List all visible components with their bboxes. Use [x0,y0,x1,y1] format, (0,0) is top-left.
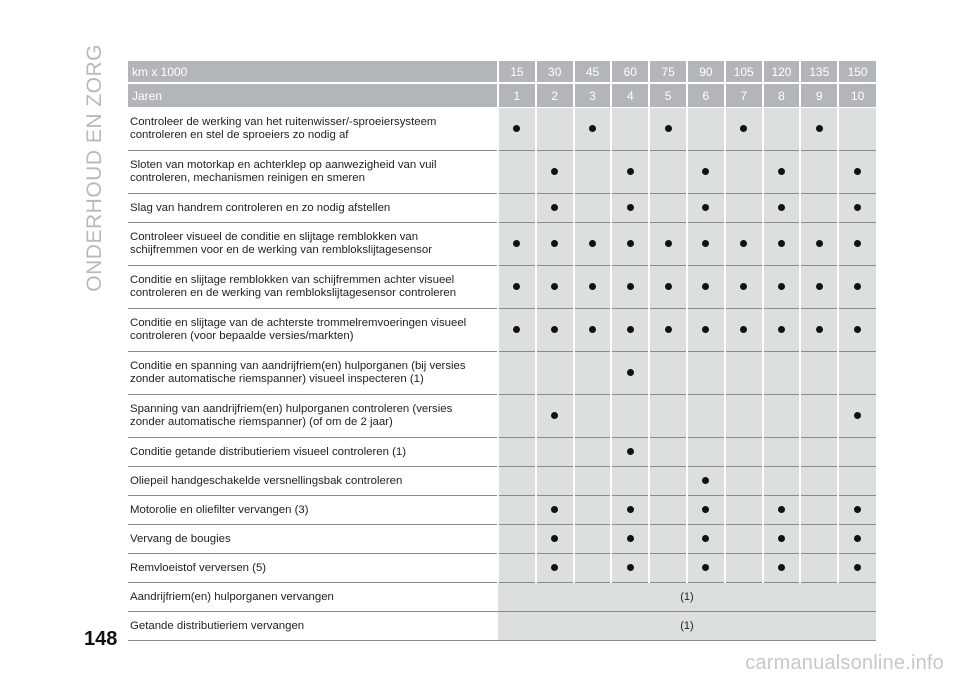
year-interval-8: 9 [800,83,838,108]
service-dot-icon [816,283,823,290]
interval-cell [687,194,725,223]
km-label: km x 1000 [128,61,498,83]
task-line: controleren en stel de sproeiers zo nodig af [130,129,349,141]
service-dot-icon [551,535,558,542]
interval-cell [611,467,649,496]
interval-cell [838,438,876,467]
service-dot-icon [665,326,672,333]
task-description [128,108,498,151]
service-dot-icon [778,283,785,290]
task-line: Conditie en slijtage remblokken van schijfremmen achter visueel [130,274,455,286]
year-interval-1: 2 [536,83,574,108]
table-row [128,108,876,151]
interval-cell [536,151,574,194]
interval-cell [498,151,536,194]
interval-cell [838,266,876,309]
interval-cell [536,266,574,309]
interval-cell [838,151,876,194]
interval-cell [611,352,649,395]
service-dot-icon [627,168,634,175]
interval-cell [687,108,725,151]
service-dot-icon [778,564,785,571]
interval-cell [838,108,876,151]
task-description [128,151,498,194]
interval-cell [725,223,763,266]
service-dot-icon [627,564,634,571]
service-dot-icon [513,240,520,247]
interval-cell [536,438,574,467]
interval-cell [536,467,574,496]
interval-cell [649,151,687,194]
task-line: controleren en de werking van remblokslijtagesensor controleren [130,287,457,299]
service-dot-icon [589,283,596,290]
interval-cell [800,438,838,467]
interval-cell [687,467,725,496]
km-interval-1: 30 [536,61,574,83]
interval-cell [838,309,876,352]
interval-cell [800,108,838,151]
interval-cell [611,554,649,583]
interval-cell [763,496,801,525]
interval-cell [574,266,612,309]
service-dot-icon [702,477,709,484]
year-interval-5: 6 [687,83,725,108]
interval-cell [649,395,687,438]
task-description [128,223,498,266]
service-dot-icon [778,168,785,175]
interval-cell [763,223,801,266]
task-description [128,554,498,583]
service-dot-icon [816,240,823,247]
interval-cell [725,266,763,309]
task-line: Controleer de werking van het ruitenwisser/-sproeiersysteem [130,116,437,128]
table-row [128,612,876,641]
interval-cell [763,266,801,309]
interval-cell [725,496,763,525]
km-interval-7: 120 [763,61,801,83]
km-interval-5: 90 [687,61,725,83]
interval-cell [574,525,612,554]
interval-cell [763,395,801,438]
interval-cell [536,352,574,395]
service-dot-icon [627,535,634,542]
interval-cell [498,467,536,496]
page-number: 148 [84,628,118,650]
interval-cell [498,223,536,266]
interval-cell [687,438,725,467]
years-header-row [128,83,876,108]
interval-cell [725,467,763,496]
interval-cell [574,194,612,223]
task-line: zonder automatische riemspanner) (of om de 2 jaar) [130,416,393,428]
task-description [128,438,498,467]
year-interval-9: 10 [838,83,876,108]
interval-cell [838,194,876,223]
interval-cell [498,194,536,223]
watermark: carmanualsonline.info [745,652,944,674]
interval-cell [725,352,763,395]
task-description [128,309,498,352]
maintenance-schedule-table [128,61,876,641]
interval-cell [498,496,536,525]
interval-cell [800,194,838,223]
service-dot-icon [702,168,709,175]
service-dot-icon [854,412,861,419]
interval-cell [800,496,838,525]
interval-cell [838,223,876,266]
interval-cell [687,309,725,352]
service-dot-icon [702,326,709,333]
service-dot-icon [854,240,861,247]
interval-cell [725,108,763,151]
interval-cell [649,194,687,223]
year-interval-2: 3 [574,83,612,108]
service-dot-icon [551,326,558,333]
table-row [128,194,876,223]
table-row [128,554,876,583]
interval-cell [611,525,649,554]
interval-cell [763,309,801,352]
service-dot-icon [854,506,861,513]
interval-cell [611,309,649,352]
interval-cell [838,467,876,496]
task-line: controleren, mechanismen reinigen en smeren [130,172,365,184]
task-line: controleren (voor bepaalde versies/markten) [130,330,354,342]
task-line: Controleer visueel de conditie en slijtage remblokken van [130,231,419,243]
interval-cell [763,108,801,151]
interval-cell [725,438,763,467]
service-dot-icon [740,240,747,247]
interval-cell [498,108,536,151]
interval-cell [498,266,536,309]
interval-cell [498,395,536,438]
task-line: schijfremmen voor en de werking van remblokslijtagesensor [130,244,432,256]
km-interval-8: 135 [800,61,838,83]
year-interval-4: 5 [649,83,687,108]
service-dot-icon [740,283,747,290]
interval-cell [687,151,725,194]
service-dot-icon [702,535,709,542]
interval-cell [574,352,612,395]
interval-cell [687,496,725,525]
service-dot-icon [702,240,709,247]
interval-cell [687,223,725,266]
interval-cell [763,352,801,395]
interval-cell [649,223,687,266]
year-interval-3: 4 [611,83,649,108]
service-dot-icon [513,326,520,333]
service-dot-icon [778,535,785,542]
interval-cell [687,352,725,395]
service-dot-icon [551,412,558,419]
interval-cell [800,395,838,438]
interval-cell [763,525,801,554]
interval-cell [838,554,876,583]
schedule-body [128,108,876,641]
km-interval-9: 150 [838,61,876,83]
interval-cell [725,194,763,223]
service-dot-icon [854,168,861,175]
interval-note: (1) [498,583,876,612]
interval-cell [574,151,612,194]
service-dot-icon [627,326,634,333]
task-line: Conditie getande distributieriem visueel controleren (1) [130,445,407,458]
table-row [128,309,876,352]
table-row [128,467,876,496]
interval-cell [574,496,612,525]
table-row [128,151,876,194]
service-dot-icon [702,564,709,571]
interval-cell [536,194,574,223]
interval-cell [800,223,838,266]
service-dot-icon [740,326,747,333]
interval-cell [763,194,801,223]
service-dot-icon [816,326,823,333]
task-description [128,352,498,395]
table-row [128,223,876,266]
table-row [128,266,876,309]
task-line: Aandrijfriem(en) hulporganen vervangen [130,590,334,603]
interval-cell [536,525,574,554]
interval-cell [725,309,763,352]
task-description [128,583,498,612]
task-description [128,612,498,641]
interval-cell [536,395,574,438]
service-dot-icon [778,204,785,211]
task-description [128,496,498,525]
interval-cell [649,554,687,583]
interval-cell [838,352,876,395]
interval-cell [574,223,612,266]
interval-cell [725,151,763,194]
task-line: Spanning van aandrijfriem(en) hulporganen controleren (versies [130,403,453,415]
task-line: Sloten van motorkap en achterklep op aanwezigheid van vuil [130,159,437,171]
interval-cell [536,496,574,525]
service-dot-icon [854,204,861,211]
years-label: Jaren [128,83,498,108]
service-dot-icon [702,204,709,211]
task-line: Oliepeil handgeschakelde versnellingsbak controleren [130,474,403,487]
interval-cell [838,496,876,525]
interval-cell [800,554,838,583]
interval-cell [800,266,838,309]
table-row [128,438,876,467]
interval-cell [725,554,763,583]
interval-cell [574,395,612,438]
task-description [128,395,498,438]
interval-cell [498,525,536,554]
service-dot-icon [627,506,634,513]
interval-cell [574,108,612,151]
table-row [128,352,876,395]
service-dot-icon [702,506,709,513]
service-dot-icon [665,240,672,247]
km-interval-4: 75 [649,61,687,83]
interval-cell [763,554,801,583]
interval-cell [649,266,687,309]
service-dot-icon [854,535,861,542]
section-title-text: ONDERHOUD EN ZORG [83,44,106,292]
interval-cell [649,467,687,496]
service-dot-icon [778,506,785,513]
service-dot-icon [778,240,785,247]
task-line: Conditie en slijtage van de achterste trommelremvoeringen visueel [130,317,467,329]
table-row [128,583,876,612]
service-dot-icon [854,564,861,571]
interval-cell [611,151,649,194]
service-dot-icon [589,240,596,247]
interval-cell [649,525,687,554]
interval-cell [536,309,574,352]
service-dot-icon [551,283,558,290]
service-dot-icon [589,125,596,132]
interval-cell [649,438,687,467]
service-dot-icon [627,283,634,290]
service-dot-icon [702,283,709,290]
interval-cell [498,309,536,352]
interval-cell [574,309,612,352]
task-line: Slag van handrem controleren en zo nodig afstellen [130,201,391,214]
task-line: Remvloeistof verversen (5) [130,561,267,574]
task-description [128,467,498,496]
interval-cell [800,352,838,395]
km-interval-2: 45 [574,61,612,83]
service-dot-icon [665,283,672,290]
service-dot-icon [551,564,558,571]
service-dot-icon [854,283,861,290]
service-dot-icon [513,283,520,290]
task-description [128,194,498,223]
interval-cell [611,223,649,266]
task-line: Conditie en spanning van aandrijfriem(en) hulporganen (bij versies [130,360,466,372]
interval-cell [763,151,801,194]
service-dot-icon [627,369,634,376]
service-dot-icon [551,204,558,211]
interval-cell [725,525,763,554]
interval-cell [611,496,649,525]
year-interval-0: 1 [498,83,536,108]
interval-cell [838,395,876,438]
interval-cell [649,309,687,352]
interval-cell [536,223,574,266]
interval-cell [687,395,725,438]
interval-cell [536,554,574,583]
year-interval-6: 7 [725,83,763,108]
service-dot-icon [627,204,634,211]
service-dot-icon [816,125,823,132]
service-dot-icon [627,448,634,455]
interval-cell [574,467,612,496]
interval-cell [800,309,838,352]
km-interval-0: 15 [498,61,536,83]
interval-cell [574,554,612,583]
table-row [128,496,876,525]
interval-cell [498,554,536,583]
interval-cell [611,108,649,151]
service-dot-icon [740,125,747,132]
interval-cell [574,438,612,467]
interval-cell [536,108,574,151]
service-dot-icon [589,326,596,333]
table-row [128,525,876,554]
interval-cell [498,352,536,395]
interval-cell [611,395,649,438]
task-line: zonder automatische riemspanner) visueel inspecteren (1) [130,373,424,385]
interval-cell [800,525,838,554]
service-dot-icon [665,125,672,132]
interval-cell [611,438,649,467]
service-dot-icon [627,240,634,247]
task-line: Motorolie en oliefilter vervangen (3) [130,503,309,516]
km-header-row [128,61,876,83]
interval-cell [800,467,838,496]
service-dot-icon [551,240,558,247]
interval-cell [611,266,649,309]
task-description [128,266,498,309]
interval-cell [687,525,725,554]
km-interval-3: 60 [611,61,649,83]
task-line: Vervang de bougies [130,532,231,545]
interval-cell [763,467,801,496]
task-line: Getande distributieriem vervangen [130,619,305,632]
interval-cell [687,554,725,583]
interval-cell [800,151,838,194]
interval-cell [687,266,725,309]
year-interval-7: 8 [763,83,801,108]
interval-cell [763,438,801,467]
interval-cell [649,108,687,151]
table-row [128,395,876,438]
interval-note: (1) [498,612,876,641]
service-dot-icon [551,506,558,513]
task-description [128,525,498,554]
section-title [78,44,112,292]
interval-cell [649,352,687,395]
interval-cell [649,496,687,525]
km-interval-6: 105 [725,61,763,83]
interval-cell [725,395,763,438]
interval-cell [838,525,876,554]
service-dot-icon [778,326,785,333]
interval-cell [611,194,649,223]
service-dot-icon [551,168,558,175]
service-dot-icon [854,326,861,333]
service-dot-icon [513,125,520,132]
interval-cell [498,438,536,467]
